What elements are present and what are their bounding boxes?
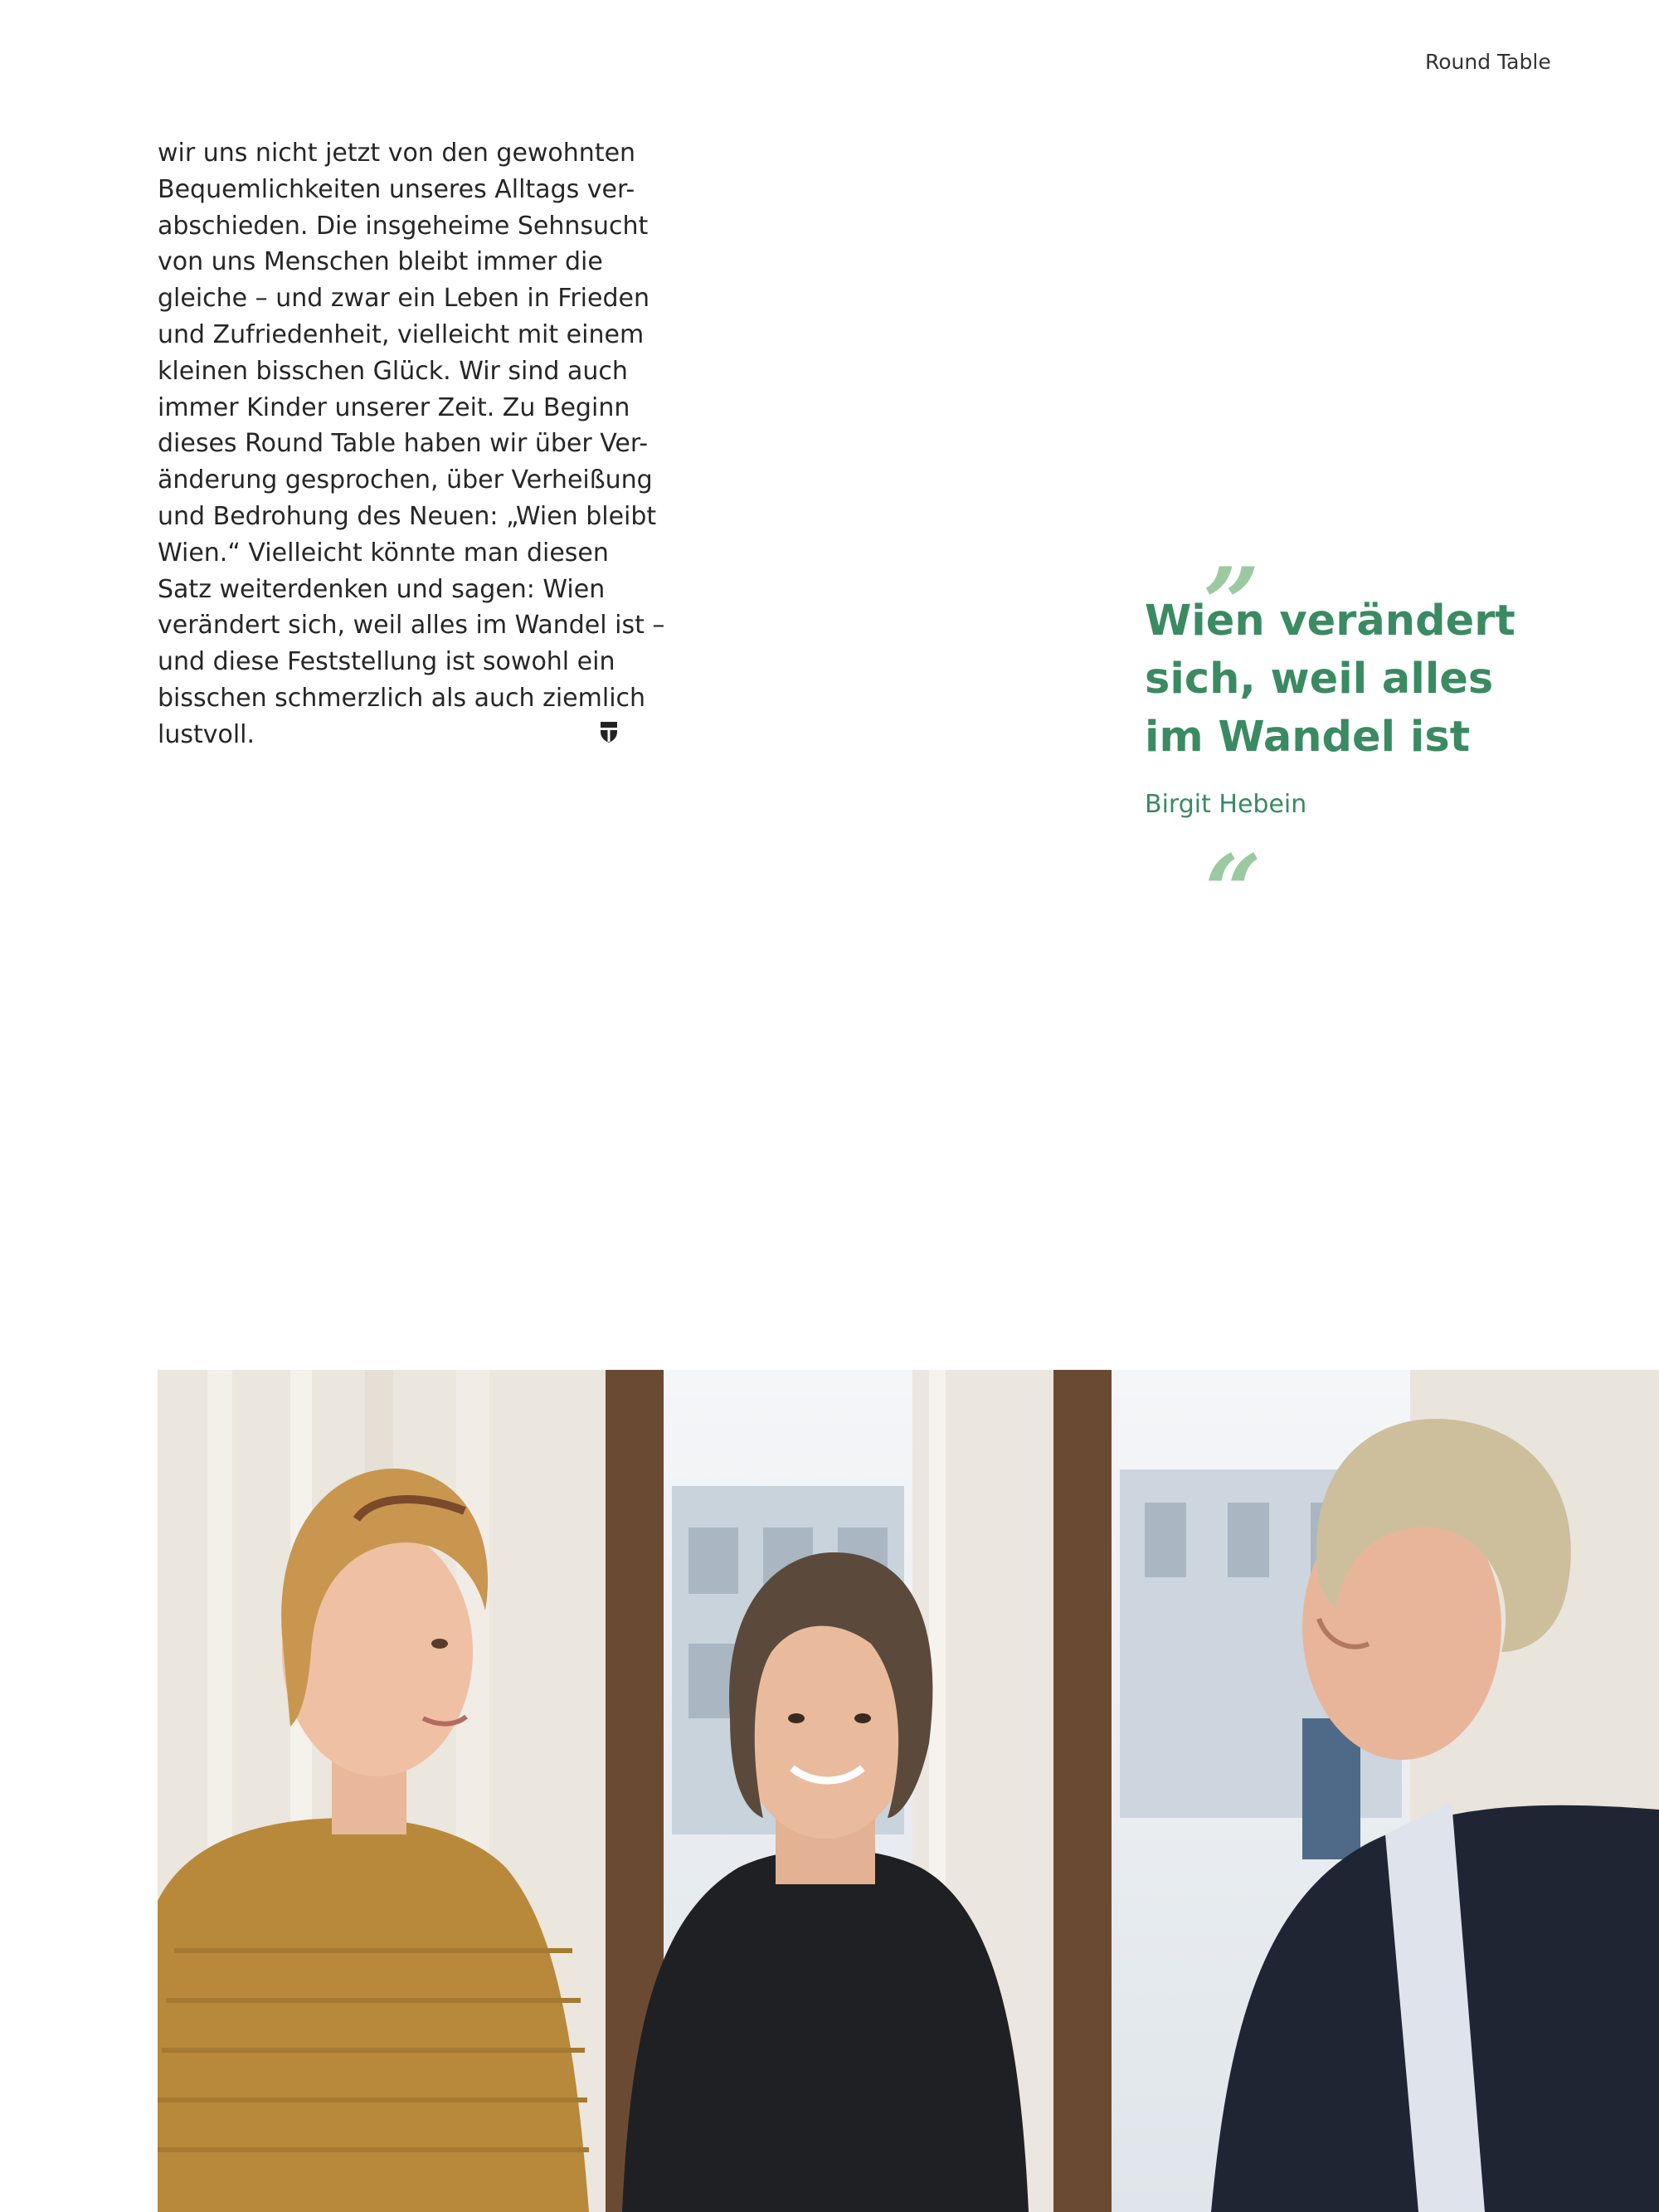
group-photo-illustration — [158, 1370, 1659, 2212]
body-line: kleinen bisschen Glück. Wir sind auch — [158, 356, 628, 386]
body-line: Wien.“ Vielleicht könnte man diesen — [158, 538, 609, 568]
body-line: lustvoll. — [158, 719, 255, 749]
body-line: wir uns nicht jetzt von den gewohnten — [158, 139, 636, 168]
body-line: Satz weiterdenken und sagen: Wien — [158, 574, 606, 604]
running-header: Round Table — [1425, 50, 1551, 74]
pull-quote — [1145, 592, 1609, 767]
article-body-text — [158, 135, 665, 753]
vienna-coat-of-arms-icon — [599, 720, 619, 743]
quote-author: Birgit Hebein — [1145, 790, 1307, 819]
body-line: bisschen schmerzlich als auch ziemlich — [158, 683, 646, 713]
pull-quote-line: Wien verändert — [1145, 597, 1515, 646]
body-line: gleiche – und zwar ein Leben in Frieden — [158, 284, 649, 314]
body-line: und Bedrohung des Neuen: „Wien bleibt — [158, 501, 657, 531]
body-line: und diese Feststellung ist sowohl ein — [158, 647, 615, 677]
pull-quote-line: sich, weil alles — [1145, 655, 1494, 704]
body-line: immer Kinder unserer Zeit. Zu Beginn — [158, 392, 630, 422]
group-photo — [158, 1370, 1659, 2212]
body-line: abschieden. Die insgeheime Sehnsucht — [158, 211, 649, 241]
body-line: und Zufriedenheit, vielleicht mit einem — [158, 319, 645, 349]
body-line: von uns Menschen bleibt immer die — [158, 247, 603, 277]
opening-quote-mark: „ — [1204, 489, 1262, 606]
body-line: dieses Round Table haben wir über Ver- — [158, 429, 649, 459]
body-line: verändert sich, weil alles im Wandel ist – — [158, 611, 665, 641]
body-line: änderung gesprochen, über Verheißung — [158, 465, 653, 495]
closing-quote-mark: “ — [1204, 833, 1262, 950]
body-line: Bequemlichkeiten unseres Alltags ver- — [158, 174, 635, 204]
pull-quote-line: im Wandel ist — [1145, 713, 1471, 762]
